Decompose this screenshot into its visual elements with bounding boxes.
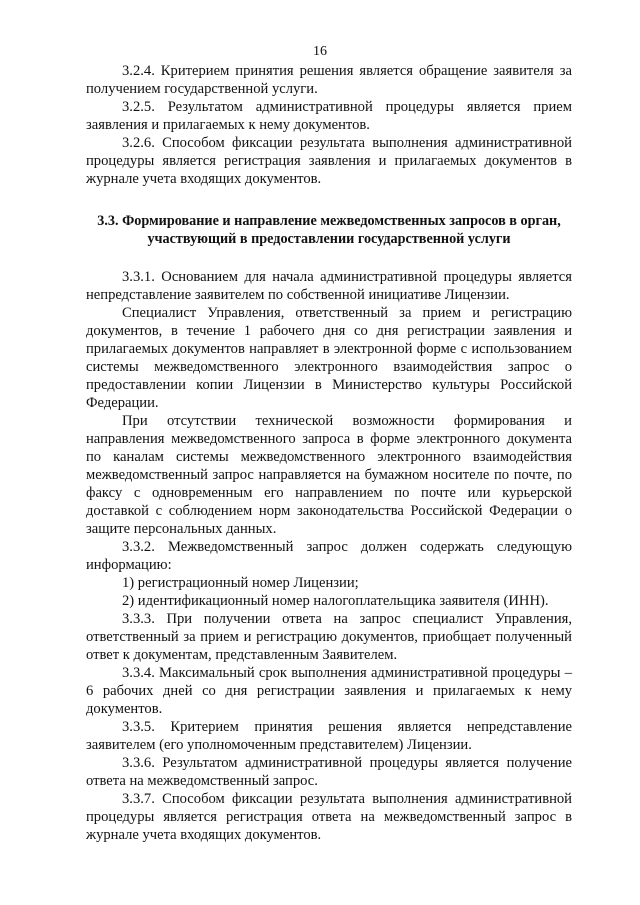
paragraph-no-technical-possibility: При отсутствии технической возможности формирования и направления межведомственного запроса в форме электронного документа по каналам системы межведомственного электронного взаимодействия межведомственный запрос направляется на бумажном носителе по почте, по факсу с одновременным его направлением по почте или курьерской доставкой с соблюдением норм законодательства Российской Федерации о защите персональных данных.	[86, 413, 572, 537]
paragraph-3-2-5: 3.2.5. Результатом административной процедуры является прием заявления и прилагаемых к нему документов.	[86, 99, 572, 133]
page-number: 16	[313, 44, 327, 59]
paragraph-specialist: Специалист Управления, ответственный за прием и регистрацию документов, в течение 1 рабочего дня со дня регистрации заявления и прилагаемых документов направляет в электронной форме с использованием системы межведомственного электронного взаимодействия запрос о предоставлении копии Лицензии в Министерство культуры Российской Федерации.	[86, 305, 572, 411]
paragraph-3-3-7: 3.3.7. Способом фиксации результата выполнения административной процедуры является регистрация ответа на межведомственный запрос в журнале учета входящих документов.	[86, 791, 572, 843]
section-heading-line-2: участвующий в предоставлении государственной услуги	[147, 231, 511, 247]
paragraph-3-3-5: 3.3.5. Критерием принятия решения является непредставление заявителем (его уполномоченным представителем) Лицензии.	[86, 719, 572, 753]
paragraph-3-3-6: 3.3.6. Результатом административной процедуры является получение ответа на межведомственный запрос.	[86, 755, 572, 789]
paragraph-3-3-4: 3.3.4. Максимальный срок выполнения административной процедуры – 6 рабочих дней со дня регистрации заявления и прилагаемых к нему документов.	[86, 665, 572, 717]
paragraph-3-3-2: 3.3.2. Межведомственный запрос должен содержать следующую информацию:	[86, 539, 572, 573]
document-body	[86, 62, 572, 844]
paragraph-3-2-4: 3.2.4. Критерием принятия решения является обращение заявителя за получением государственной услуги.	[86, 63, 572, 97]
section-heading-line-1: 3.3. Формирование и направление межведомственных запросов в орган,	[97, 213, 561, 229]
paragraph-3-3-1: 3.3.1. Основанием для начала административной процедуры является непредставление заявителем по собственной инициативе Лицензии.	[86, 269, 572, 303]
paragraph-3-2-6: 3.2.6. Способом фиксации результата выполнения административной процедуры является регистрация заявления и прилагаемых документов в журнале учета входящих документов.	[86, 135, 572, 187]
list-item-1: 1) регистрационный номер Лицензии;	[122, 575, 359, 591]
paragraph-3-3-3: 3.3.3. При получении ответа на запрос специалист Управления, ответственный за прием и регистрацию документов, приобщает полученный ответ к документам, представленным Заявителем.	[86, 611, 572, 663]
list-item-2: 2) идентификационный номер налогоплательщика заявителя (ИНН).	[122, 593, 549, 609]
section-heading-3-3	[86, 212, 572, 248]
